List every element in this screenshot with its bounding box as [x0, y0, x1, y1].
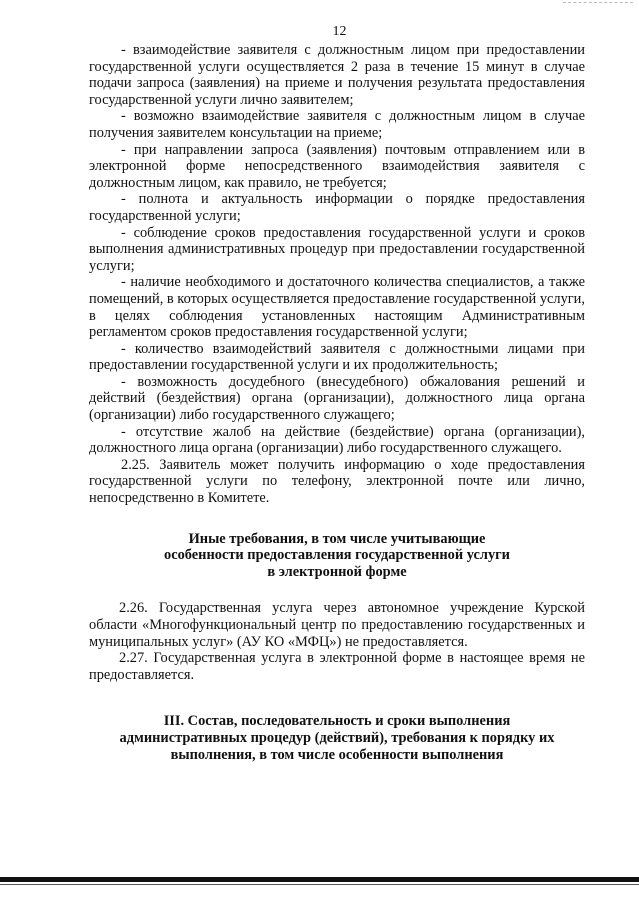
heading-line: в электронной форме — [267, 563, 407, 580]
section-heading-III — [89, 713, 585, 763]
section-heading-other-requirements — [89, 531, 585, 581]
document-body — [89, 42, 585, 763]
heading-line: Иные требования, в том числе учитывающие — [188, 530, 486, 547]
paragraph-bullet-6: - наличие необходимого и достаточного количества специалистов, а также помещений, в которых осуществляется предоставление государственной услуги, в целях соблюдения установленных настоящим Административным регламентом сроков предоставления государственной услуги; — [89, 274, 585, 341]
paragraph-2-26: 2.26. Государственная услуга через автономное учреждение Курской области «Многофункциональный центр по предоставлению государственных и муниципальных услуг» (АУ КО «МФЦ») не предоставляется. — [89, 600, 585, 650]
paragraph-bullet-2: - возможно взаимодействие заявителя с должностным лицом в случае получения заявителем консультации на приеме; — [89, 108, 585, 141]
paragraph-bullet-3: - при направлении запроса (заявления) почтовым отправлением или в электронной форме непосредственного взаимодействия заявителя с должностным лицом, как правило, не требуется; — [89, 141, 585, 191]
heading-line: выполнения, в том числе особенности выполнения — [170, 746, 504, 763]
scan-artifact — [563, 2, 633, 6]
heading-line: административных процедур (действий), требования к порядку их — [119, 729, 555, 746]
scan-bottom-edge — [0, 877, 639, 882]
heading-line: особенности предоставления государственной услуги — [164, 547, 510, 564]
paragraph-2-27: 2.27. Государственная услуга в электронной форме в настоящее время не предоставляется. — [89, 650, 585, 683]
heading-line: III. Состав, последовательность и сроки выполнения — [163, 713, 511, 730]
paragraph-bullet-4: - полнота и актуальность информации о порядке предоставления государственной услуги; — [89, 191, 585, 224]
paragraph-bullet-1: - взаимодействие заявителя с должностным лицом при предоставлении государственной услуги осуществляется 2 раза в течение 15 минут в случае подачи запроса (заявления) на приеме и получения результата предоставления государственной услуги лично заявителем; — [89, 42, 585, 108]
paragraph-bullet-5: - соблюдение сроков предоставления государственной услуги и сроков выполнения административных процедур при предоставлении государственной услуги; — [89, 224, 585, 274]
paragraph-bullet-9: - отсутствие жалоб на действие (бездействие) органа (организации), должностного лица органа (организации) либо государственного служащего. — [89, 423, 585, 457]
page-number: 12 — [332, 24, 347, 39]
paragraph-bullet-7: - количество взаимодействий заявителя с должностными лицами при предоставлении государственной услуги и их продолжительность; — [89, 340, 585, 374]
paragraph-bullet-8: - возможность досудебного (внесудебного) обжалования решений и действий (бездействия) органа (организации), должностного лица органа (организации) либо государственного служащего; — [89, 373, 585, 424]
scan-bottom-edge-thin — [0, 884, 639, 885]
paragraph-2-25: 2.25. Заявитель может получить информацию о ходе предоставления государственной услуги по телефону, электронной почте или лично, непосредственно в Комитете. — [89, 456, 585, 507]
